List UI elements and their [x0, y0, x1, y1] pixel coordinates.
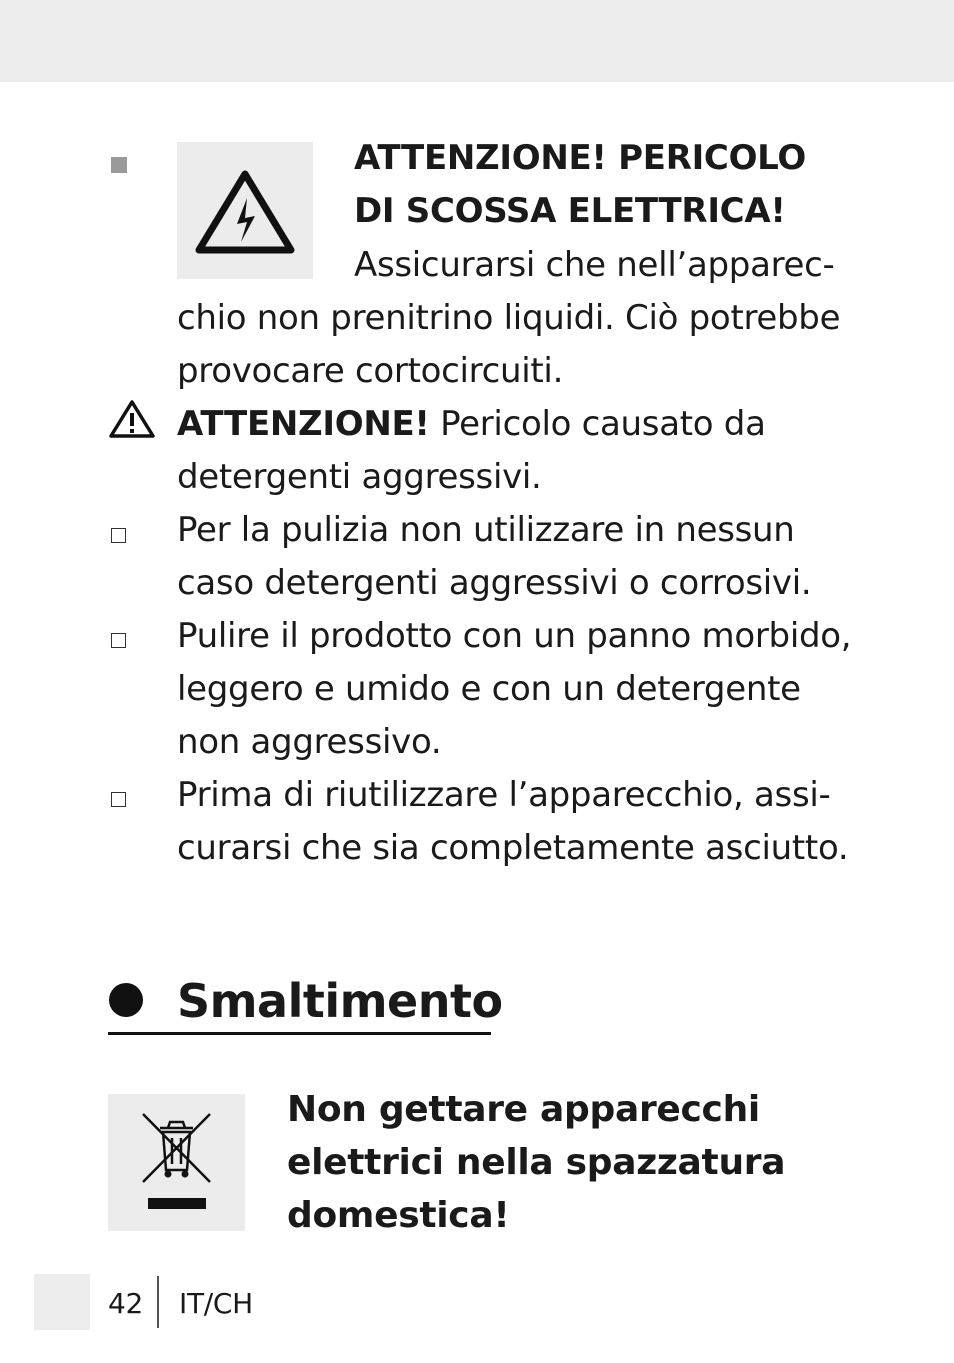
footer-tab	[34, 1274, 90, 1330]
warning-title-line2: DI SCOSSA ELETTRICA!	[354, 191, 786, 231]
section-title: Smaltimento	[177, 974, 503, 1028]
page-number: 42	[108, 1287, 144, 1320]
notice-line3: domestica!	[287, 1195, 510, 1236]
checkbox-bullet-icon	[111, 792, 126, 807]
step2-line1: Pulire il prodotto con un panno morbido,	[177, 616, 852, 656]
notice-line2: elettrici nella spazzatura	[287, 1142, 786, 1183]
step3-line1: Prima di riutilizzare l’apparecchio, assi-	[177, 775, 831, 815]
section-bullet-icon	[109, 983, 143, 1017]
caution-title: ATTENZIONE!	[177, 404, 430, 444]
crossed-out-bin-icon	[108, 1094, 245, 1231]
step3-line2: curarsi che sia completamente asciutto.	[177, 828, 849, 868]
warning-body-line1: Assicurarsi che nell’apparec-	[354, 245, 835, 285]
page-header-band	[0, 0, 954, 82]
warning-body-line3: provocare cortocircuiti.	[177, 351, 564, 391]
square-bullet-icon	[111, 157, 127, 173]
caution-line1	[177, 404, 766, 444]
locale-label: IT/CH	[179, 1287, 253, 1320]
caution-line2: detergenti aggressivi.	[177, 457, 542, 497]
footer-divider	[157, 1276, 159, 1328]
step2-line2: leggero e umido e con un detergente	[177, 669, 801, 709]
checkbox-bullet-icon	[111, 633, 126, 648]
notice-line1: Non gettare apparecchi	[287, 1089, 760, 1130]
step1-line1: Per la pulizia non utilizzare in nessun	[177, 510, 795, 550]
warning-body-line2: chio non prenitrino liquidi. Ciò potrebbe	[177, 298, 841, 338]
caution-triangle-icon	[108, 398, 156, 440]
section-underline	[108, 1032, 491, 1035]
warning-title-line1: ATTENZIONE! PERICOLO	[354, 138, 806, 178]
step1-line2: caso detergenti aggressivi o corrosivi.	[177, 563, 812, 603]
checkbox-bullet-icon	[111, 528, 126, 543]
electric-shock-warning-icon	[177, 142, 313, 279]
caution-body-start: Pericolo causato da	[429, 404, 766, 444]
step2-line3: non aggressivo.	[177, 722, 442, 762]
